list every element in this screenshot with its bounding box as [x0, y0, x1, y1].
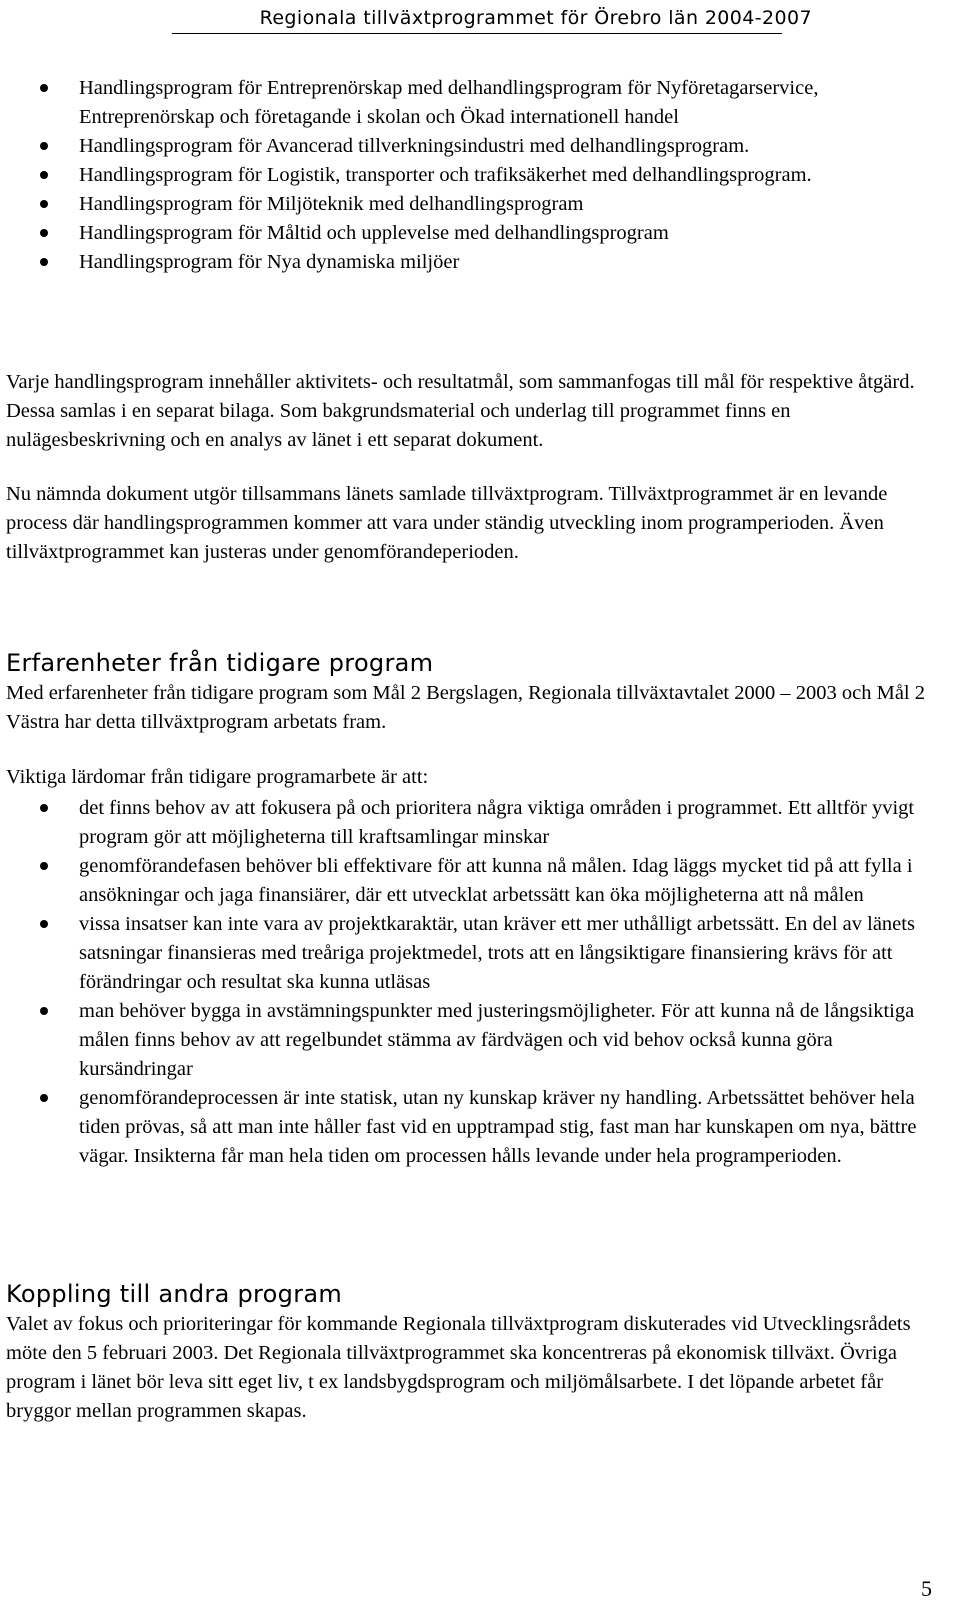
- list-item: Handlingsprogram för Nya dynamiska miljöer: [0, 248, 945, 277]
- list-item: Handlingsprogram för Miljöteknik med delhandlingsprogram: [0, 190, 945, 219]
- paragraph-varje: Varje handlingsprogram innehåller aktivitets- och resultatmål, som sammanfogas till mål för respektive åtgärd. Dessa samlas i en separat bilaga. Som bakgrundsmaterial och underlag till programmet finns en nulägesbeskrivning och en analys av länet i ett separat dokument.: [6, 371, 915, 451]
- section-heading-experience: Erfarenheter från tidigare program: [6, 649, 434, 677]
- list-item: Handlingsprogram för Avancerad tillverkningsindustri med delhandlingsprogram.: [0, 132, 945, 161]
- section-heading-links: Koppling till andra program: [6, 1280, 343, 1308]
- running-header: Regionala tillväxtprogrammet för Örebro län 2004-2007: [259, 7, 812, 29]
- paragraph-lessons-intro: Viktiga lärdomar från tidigare programarbete är att:: [6, 766, 429, 788]
- header-rule: [172, 33, 782, 34]
- paragraph-experience-intro: Med erfarenheter från tidigare program som Mål 2 Bergslagen, Regionala tillväxtavtalet 2000 – 2003 och Mål 2 Västra har detta tillväxtprogram arbetats fram.: [6, 682, 925, 733]
- list-item: man behöver bygga in avstämningspunkter med justeringsmöjligheter. För att kunna nå de långsiktiga målen finns behov av att regelbundet stämma av färdvägen och vid behov också kunna göra kursändringar: [0, 997, 945, 1084]
- list-item: genomförandeprocessen är inte statisk, utan ny kunskap kräver ny handling. Arbetssättet behöver hela tiden prövas, så att man inte håller fast vid en upptrampad stig, fast man har kunskapen om nya, bättre vägar. Insikterna får man hela tiden om processen hålls levande under hela programperioden.: [0, 1084, 945, 1171]
- list-item: det finns behov av att fokusera på och prioritera några viktiga områden i programmet. Ett alltför yvigt program gör att möjligheterna till kraftsamlingar minskar: [0, 794, 945, 852]
- list-item: Handlingsprogram för Entreprenörskap med delhandlingsprogram för Nyföretagarservice, Entreprenörskap och företagande i skolan och Ökad internationell handel: [0, 74, 945, 132]
- list-item: genomförandefasen behöver bli effektivare för att kunna nå målen. Idag läggs mycket tid på att fylla i ansökningar och jaga finansiärer, där ett utvecklat arbetssätt kan öka möjligheterna att nå målen: [0, 852, 945, 910]
- list-item: Handlingsprogram för Måltid och upplevelse med delhandlingsprogram: [0, 219, 945, 248]
- paragraph-nu: Nu nämnda dokument utgör tillsammans länets samlade tillväxtprogram. Tillväxtprogrammet är en levande process där handlingsprogrammen kommer att vara under ständig utveckling inom programperioden. Även tillväxtprogrammet kan justeras under genomförandeperioden.: [6, 483, 888, 563]
- list-item: vissa insatser kan inte vara av projektkaraktär, utan kräver ett mer uthålligt arbetssätt. En del av länets satsningar finansieras med treåriga projektmedel, trots att en långsiktigare finansiering krävs för att förändringar och resultat ska kunna utläsas: [0, 910, 945, 997]
- list-item: Handlingsprogram för Logistik, transporter och trafiksäkerhet med delhandlingsprogram.: [0, 161, 945, 190]
- page-number: 5: [921, 1576, 932, 1601]
- programs-list: [0, 74, 945, 277]
- lessons-list: [0, 794, 945, 1171]
- paragraph-links: Valet av fokus och prioriteringar för kommande Regionala tillväxtprogram diskuterades vid Utvecklingsrådets möte den 5 februari 2003. Det Regionala tillväxtprogrammet ska koncentreras på ekonomisk tillväxt. Övriga program i länet bör leva sitt eget liv, t ex landsbygdsprogram och miljömålsarbete. I det löpande arbetet får bryggor mellan programmen skapas.: [6, 1313, 911, 1422]
